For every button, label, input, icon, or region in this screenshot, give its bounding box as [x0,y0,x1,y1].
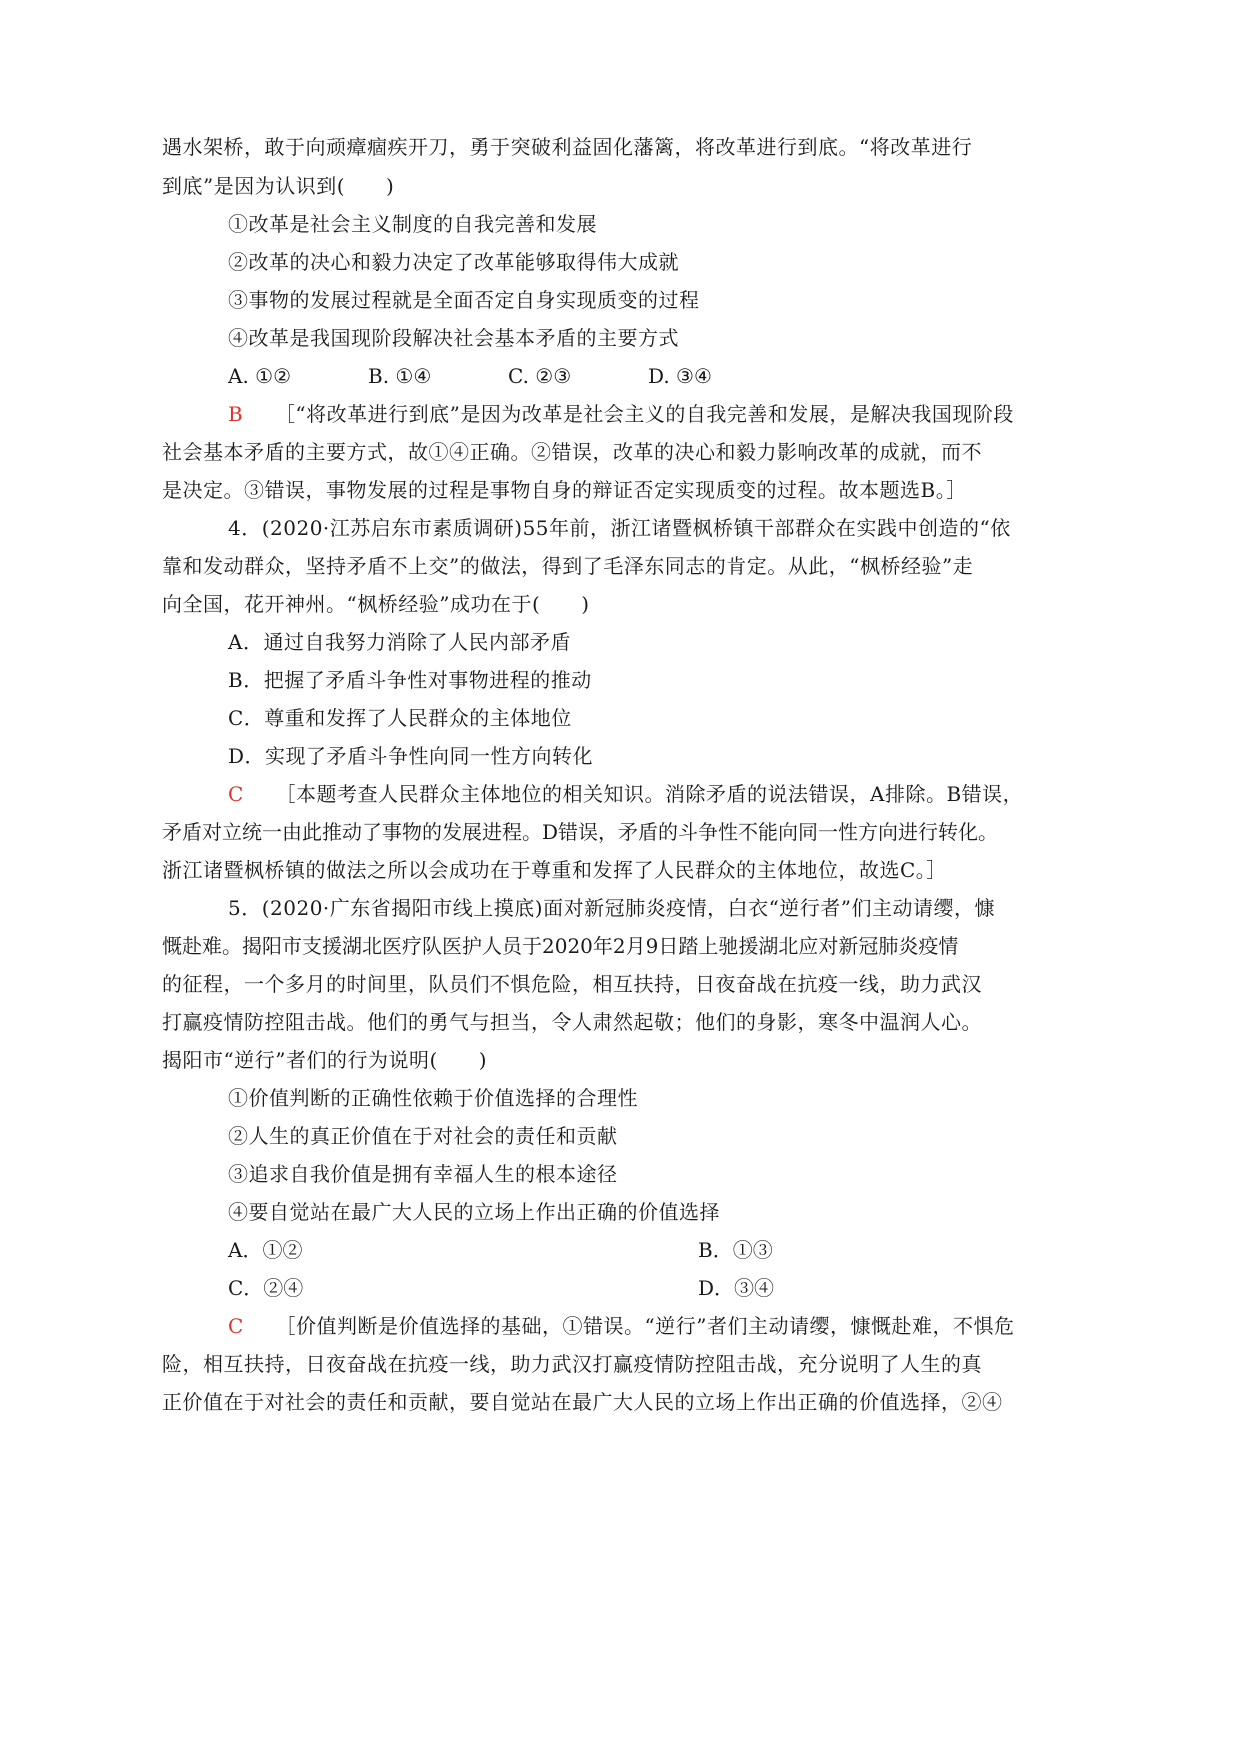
q4-explanation: C ［本题考查人民群众主体地位的相关知识。消除矛盾的说法错误，A排除。B错误， [228,782,1024,806]
q3-option-d: D. ③④ [648,364,712,388]
q4-option-d: D．实现了矛盾斗争性向同一性方向转化 [228,744,594,768]
q3-explanation-line: 是决定。③错误，事物发展的过程是事物自身的辩证否定实现质变的过程。故本题选B。］ [162,478,967,502]
q3-explanation: B ［“将改革进行到底”是因为改革是社会主义的自我完善和发展，是解决我国现阶段 [228,402,1014,426]
q4-option-c: C．尊重和发挥了人民群众的主体地位 [228,706,572,730]
q5-item: ④要自觉站在最广大人民的立场上作出正确的价值选择 [228,1200,720,1224]
q4-option-a: A．通过自我努力消除了人民内部矛盾 [228,630,571,654]
q3-explanation-line: 社会基本矛盾的主要方式，故①④正确。②错误，改革的决心和毅力影响改革的成就，而不 [162,440,982,464]
q3-option-a: A. ①② [228,364,292,388]
q5-item: ②人生的真正价值在于对社会的责任和贡献 [228,1124,618,1148]
q5-explanation-line: 正价值在于对社会的责任和贡献，要自觉站在最广大人民的立场上作出正确的价值选择，②④ [162,1390,1003,1414]
q5-explanation-line: 险，相互扶持，日夜奋战在抗疫一线，助力武汉打赢疫情防控阻击战，充分说明了人生的真 [162,1352,982,1376]
q5-option-a: A．①② [228,1238,303,1262]
q3-stem-line: 遇水架桥，敢于向顽瘴痼疾开刀，勇于突破利益固化藩篱，将改革进行到底。“将改革进行 [162,135,973,159]
q3-option-c: C. ②③ [508,364,572,388]
q3-option-b: B. ①④ [368,364,432,388]
q5-answer: C [228,1314,244,1338]
q5-stem-line: 5．(2020·广东省揭阳市线上摸底)面对新冠肺炎疫情，白衣“逆行者”们主动请缨，慷 [228,896,996,920]
q5-stem-line: 慨赴难。揭阳市支援湖北医疗队医护人员于2020年2月9日踏上驰援湖北应对新冠肺炎疫情 [162,934,959,958]
q3-answer: B [228,402,244,426]
q5-option-b: B．①③ [698,1238,773,1262]
q3-item: ②改革的决心和毅力决定了改革能够取得伟大成就 [228,250,679,274]
q5-option-d: D．③④ [698,1276,775,1300]
q5-item: ①价值判断的正确性依赖于价值选择的合理性 [228,1086,638,1110]
q4-option-b: B．把握了矛盾斗争性对事物进程的推动 [228,668,592,692]
q4-stem-line: 4．(2020·江苏启东市素质调研)55年前，浙江诸暨枫桥镇干部群众在实践中创造的“依 [228,516,1011,540]
q4-stem-line: 向全国，花开神州。“枫桥经验”成功在于( ) [162,592,590,616]
q5-stem-line: 打赢疫情防控阻击战。他们的勇气与担当，令人肃然起敬；他们的身影，寒冬中温润人心。 [162,1010,982,1034]
q3-item: ③事物的发展过程就是全面否定自身实现质变的过程 [228,288,700,312]
q5-option-c: C．②④ [228,1276,304,1300]
q4-explanation-line: 浙江诸暨枫桥镇的做法之所以会成功在于尊重和发挥了人民群众的主体地位，故选C。］ [162,858,947,882]
q5-explanation: C ［价值判断是价值选择的基础，①错误。“逆行”者们主动请缨，慷慨赴难，不惧危 [228,1314,1015,1338]
q3-item: ④改革是我国现阶段解决社会基本矛盾的主要方式 [228,326,679,350]
q4-stem-line: 靠和发动群众，坚持矛盾不上交”的做法，得到了毛泽东同志的肯定。从此，“枫桥经验”走 [162,554,974,578]
q5-item: ③追求自我价值是拥有幸福人生的根本途径 [228,1162,618,1186]
q3-stem-line: 到底”是因为认识到( ) [162,174,395,198]
q5-stem-line: 揭阳市“逆行”者们的行为说明( ) [162,1048,488,1072]
q5-stem-line: 的征程，一个多月的时间里，队员们不惧危险，相互扶持，日夜奋战在抗疫一线，助力武汉 [162,972,982,996]
q4-answer: C [228,782,244,806]
q4-explanation-line: 矛盾对立统一由此推动了事物的发展进程。D错误，矛盾的斗争性不能向同一性方向进行转化。 [162,820,999,844]
q3-item: ①改革是社会主义制度的自我完善和发展 [228,212,597,236]
